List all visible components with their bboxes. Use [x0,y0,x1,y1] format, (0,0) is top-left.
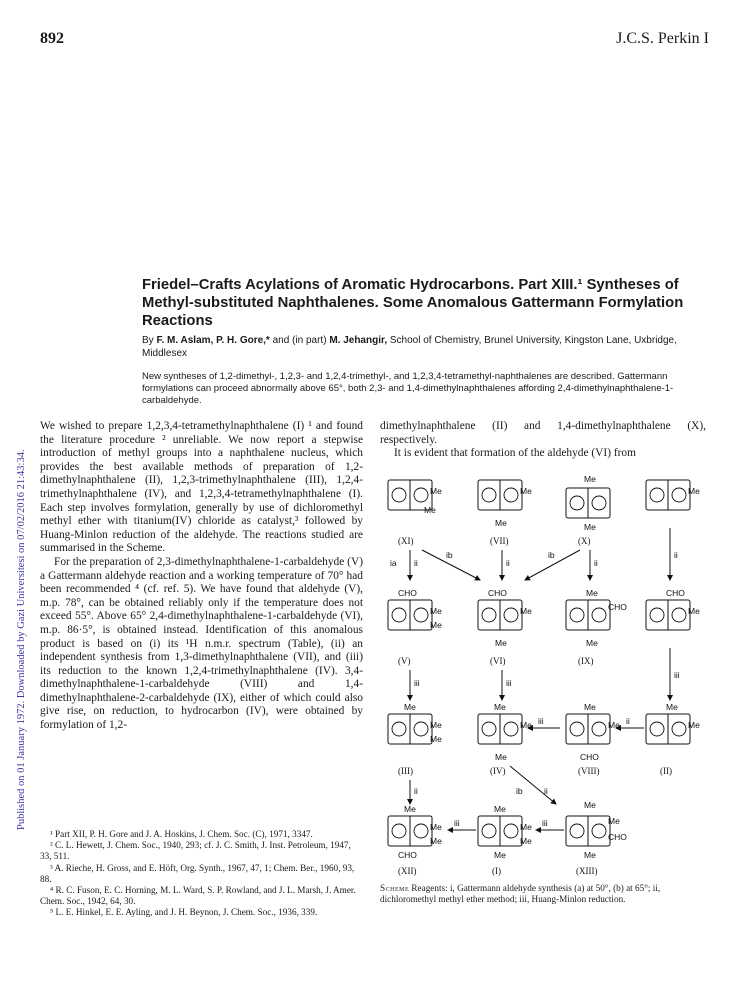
compound-label: (X) [578,536,591,546]
me-label: Me [666,702,678,712]
cho-label: CHO [608,602,627,612]
compound-label: (VII) [490,536,509,546]
me-label: Me [430,822,442,832]
reagent-ii: ii [506,558,510,568]
naphthalene-xiii [566,816,610,846]
naphthalene-vi [478,600,522,630]
me-label: Me [520,822,532,832]
author-names-1: F. M. Aslam, P. H. Gore,* [156,335,270,346]
cho-label: CHO [488,588,507,598]
reagent-iii: iii [454,818,460,828]
me-label: Me [584,522,596,532]
me-label: Me [430,486,442,496]
me-label: Me [688,486,700,496]
paragraph: It is evident that formation of the aldehyde (VI) from [394,447,636,460]
footnotes [40,829,363,919]
me-label: Me [430,620,442,630]
reagent-iii: iii [674,670,680,680]
reagent-iii: iii [414,678,420,688]
naphthalene-vii [478,480,522,510]
me-label: Me [495,638,507,648]
author-names-2: M. Jehangir, [329,335,388,346]
author-line [142,334,702,360]
me-label: Me [430,836,442,846]
naphthalene-viii-precursor [646,600,690,630]
naphthalene-ii [646,480,690,510]
abstract: New syntheses of 1,2-dimethyl-, 1,2,3- and 1,2,4-trimethyl-, and 1,2,3,4-tetramethyl-naphthalenes are described. Gattermann formylations can proceed abnormally above 65°, both 2,3- and 1,4-dimethylnaphthalenes affording 2,4-dimethylnaphthalene-1-carbaldehyde. [142,371,674,406]
naphthalene-ii-bottom [646,714,690,744]
me-label: Me [586,588,598,598]
footnote: ⁵ L. E. Hinkel, E. E. Ayling, and J. H. Beynon, J. Chem. Soc., 1936, 339. [50,907,318,918]
footnote: ¹ Part XII, P. H. Gore and J. A. Hoskins, J. Chem. Soc. (C), 1971, 3347. [50,829,313,839]
naphthalene-v [388,600,432,630]
compound-label: (XIII) [576,866,598,876]
reagent-ii: ii [544,786,548,796]
caption-text: Reagents: i, Gattermann aldehyde synthesis (a) at 50°, (b) at 65°; ii, dichloromethyl methyl ether method; iii, Huang-Minlon reduction. [380,883,661,905]
footnote: ³ A. Rieche, H. Gross, and E. Höft, Org. Synth., 1967, 47, 1; Chem. Ber., 1960, 93, 88. [40,862,355,884]
by-word: By [142,335,154,346]
article-title: Friedel–Crafts Acylations of Aromatic Hydrocarbons. Part XIII.¹ Syntheses of Methyl-substituted Naphthalenes. Some Anomalous Gattermann Formylation Reactions [142,277,684,329]
page-number: 892 [40,30,64,47]
me-label: Me [688,606,700,616]
reagent-ii: ii [626,716,630,726]
footnote: ⁴ R. C. Fuson, E. C. Horning, M. L. Ward, S. P. Rowland, and J. L. Marsh, J. Amer. Chem. Soc., 1942, 64, 30. [40,885,356,907]
caption-label: Scheme [380,883,410,893]
reagent-ib: ib [548,550,555,560]
me-label: Me [494,702,506,712]
compound-label: (I) [492,866,501,876]
me-label: Me [495,752,507,762]
reagent-ii: ii [674,550,678,560]
naphthalene-i [478,816,522,846]
me-label: Me [495,518,507,528]
in-part: and (in part) [272,335,327,346]
me-label: Me [584,474,596,484]
reagent-ia: ia [390,558,397,568]
compound-label: (II) [660,766,672,776]
me-label: Me [520,720,532,730]
cho-label: CHO [398,588,417,598]
reaction-scheme [380,468,710,878]
me-label: Me [404,804,416,814]
me-label: Me [586,638,598,648]
affiliation: School of Chemistry, Brunel University, Kingston Lane, Uxbridge, Middlesex [142,335,677,359]
cho-label: CHO [398,850,417,860]
compound-label: (IX) [578,656,594,666]
reagent-iii: iii [538,716,544,726]
reagent-ib: ib [516,786,523,796]
reagent-iii: iii [542,818,548,828]
naphthalene-xii [388,816,432,846]
reagent-ii: ii [594,558,598,568]
cho-label: CHO [666,588,685,598]
naphthalene-viii [566,714,610,744]
cho-label: CHO [580,752,599,762]
me-label: Me [584,800,596,810]
reagent-ib: ib [446,550,453,560]
naphthalene-x [566,488,610,518]
me-label: Me [608,720,620,730]
compound-label: (XI) [398,536,414,546]
compound-label: (V) [398,656,411,666]
compound-label: (XII) [398,866,417,876]
compound-label: (VI) [490,656,506,666]
watermark-text: Published on 01 January 1972. Downloaded by Gazi Universitesi on 07/02/2016 21:43:34. [16,449,27,830]
cho-label: CHO [608,832,627,842]
reagent-iii: iii [506,678,512,688]
body-right-column [380,420,706,461]
me-label: Me [430,734,442,744]
me-label: Me [404,702,416,712]
journal-name: J.C.S. Perkin I [616,30,709,47]
me-label: Me [430,720,442,730]
download-watermark [4,150,27,830]
compound-label: (IV) [490,766,506,776]
naphthalene-ix [566,600,610,630]
naphthalene-iv [478,714,522,744]
scheme-caption [380,883,706,905]
me-label: Me [424,505,436,515]
me-label: Me [520,836,532,846]
naphthalene-iii [388,714,432,744]
compound-label: (III) [398,766,413,776]
me-label: Me [520,606,532,616]
me-label: Me [584,850,596,860]
me-label: Me [430,606,442,616]
me-label: Me [688,720,700,730]
paragraph: dimethylnaphthalene (II) and 1,4-dimethylnaphthalene (X), respectively. [380,420,706,446]
compound-label: (VIII) [578,766,600,776]
me-label: Me [494,850,506,860]
me-label: Me [584,702,596,712]
body-left-column [40,420,363,733]
reagent-ii: ii [414,786,418,796]
reagent-ii: ii [414,558,418,568]
me-label: Me [520,486,532,496]
paragraph: For the preparation of 2,3-dimethylnaphthalene-1-carbaldehyde (V) a Gattermann aldehyde reaction and a working temperature of 70° had been recommended ⁴ (cf. ref. 5). We have found that aldehyde (V), m.p. 78°, can be obtained reliably only if the temperature does not exceed 55°. Above 65° 2,4-dimethylnaphthalene-1-carbaldehyde (VI), m.p. 86·5°, is obtained instead. Identification of this anomalous product is based on (i) its ¹H n.m.r. spectrum (Table), (ii) an independent synthesis from 1,3-dimethylnaphthalene (VII), and (iii) its reduction to the known 1,2,4-trimethylnaphthalene (IV). 3,4-dimethylnaphthalene-1-carbaldehyde (VIII) and 1,4-dimethylnaphthalene-2-carbaldehyde (IX), either of which could also give rise, on reduction, to hydrocarbon (IV), were obtained by formylation of 1,2- [40,555,363,732]
me-label: Me [494,804,506,814]
footnote: ² C. L. Hewett, J. Chem. Soc., 1940, 293; cf. J. C. Smith, J. Inst. Petroleum, 1947, 33, 511. [40,840,351,862]
me-label: Me [608,816,620,826]
paragraph: We wished to prepare 1,2,3,4-tetramethylnaphthalene (I) ¹ and found the literature procedure ² unreliable. We now report a stepwise introduction of methyl groups into a naphthalene nucleus, which provides the best available methods of preparation of 1,2-dimethylnaphthalene (II), 1,2,3-trimethylnaphthalene (III), 1,2,4-trimethylnaphthalene (IV), and 1,2,3,4-tetramethylnaphthalene (I). Each step involves formylation, generally by use of dichloromethyl methyl ether with titanium(IV) chloride as catalyst,³ followed by Huang-Minlon reduction of the aldehyde. The reactions studied are summarised in the Scheme. [40,420,363,555]
